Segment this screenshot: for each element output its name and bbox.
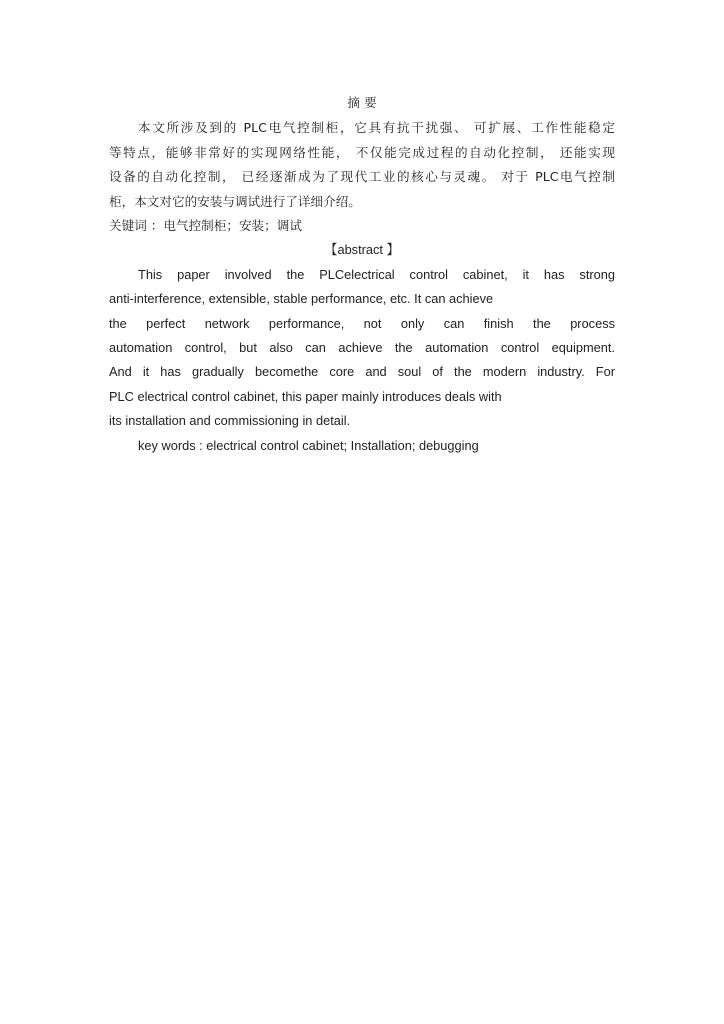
chinese-abstract-line-3: 设备的自动化控制， 已经逐渐成为了现代工业的核心与灵魂。 对于 PLC电气控制 — [109, 169, 615, 184]
english-abstract-line-4: automation control, but also can achieve the automation control equipment. — [109, 340, 615, 355]
english-abstract-line-5: And it has gradually becomethe core and soul of the modern industry. For — [109, 364, 615, 379]
chinese-abstract-line-4: 柜，本文对它的安装与调试进行了详细介绍。 — [109, 194, 361, 209]
chinese-abstract-title: 摘 要 — [347, 95, 377, 110]
english-keywords: key words : electrical control cabinet; Installation; debugging — [138, 438, 479, 453]
chinese-abstract-line-1: 本文所涉及到的 PLC电气控制柜，它具有抗干扰强、 可扩展、工作性能稳定 — [138, 120, 615, 135]
english-abstract-line-6: PLC electrical control cabinet, this paper mainly introduces deals with — [109, 389, 502, 404]
english-abstract-line-3: the perfect network performance, not only can finish the process — [109, 316, 615, 331]
english-abstract-title: 【abstract 】 — [324, 242, 400, 257]
chinese-keywords: 关键词 ：电气控制柜；安装；调试 — [109, 218, 302, 233]
chinese-abstract-line-2: 等特点，能够非常好的实现网络性能， 不仅能完成过程的自动化控制， 还能实现 — [109, 145, 615, 160]
english-abstract-line-7: its installation and commissioning in detail. — [109, 413, 351, 428]
english-abstract-line-2: anti-interference, extensible, stable performance, etc. It can achieve — [109, 291, 494, 306]
english-abstract-line-1: This paper involved the PLCelectrical control cabinet, it has strong — [138, 267, 615, 282]
